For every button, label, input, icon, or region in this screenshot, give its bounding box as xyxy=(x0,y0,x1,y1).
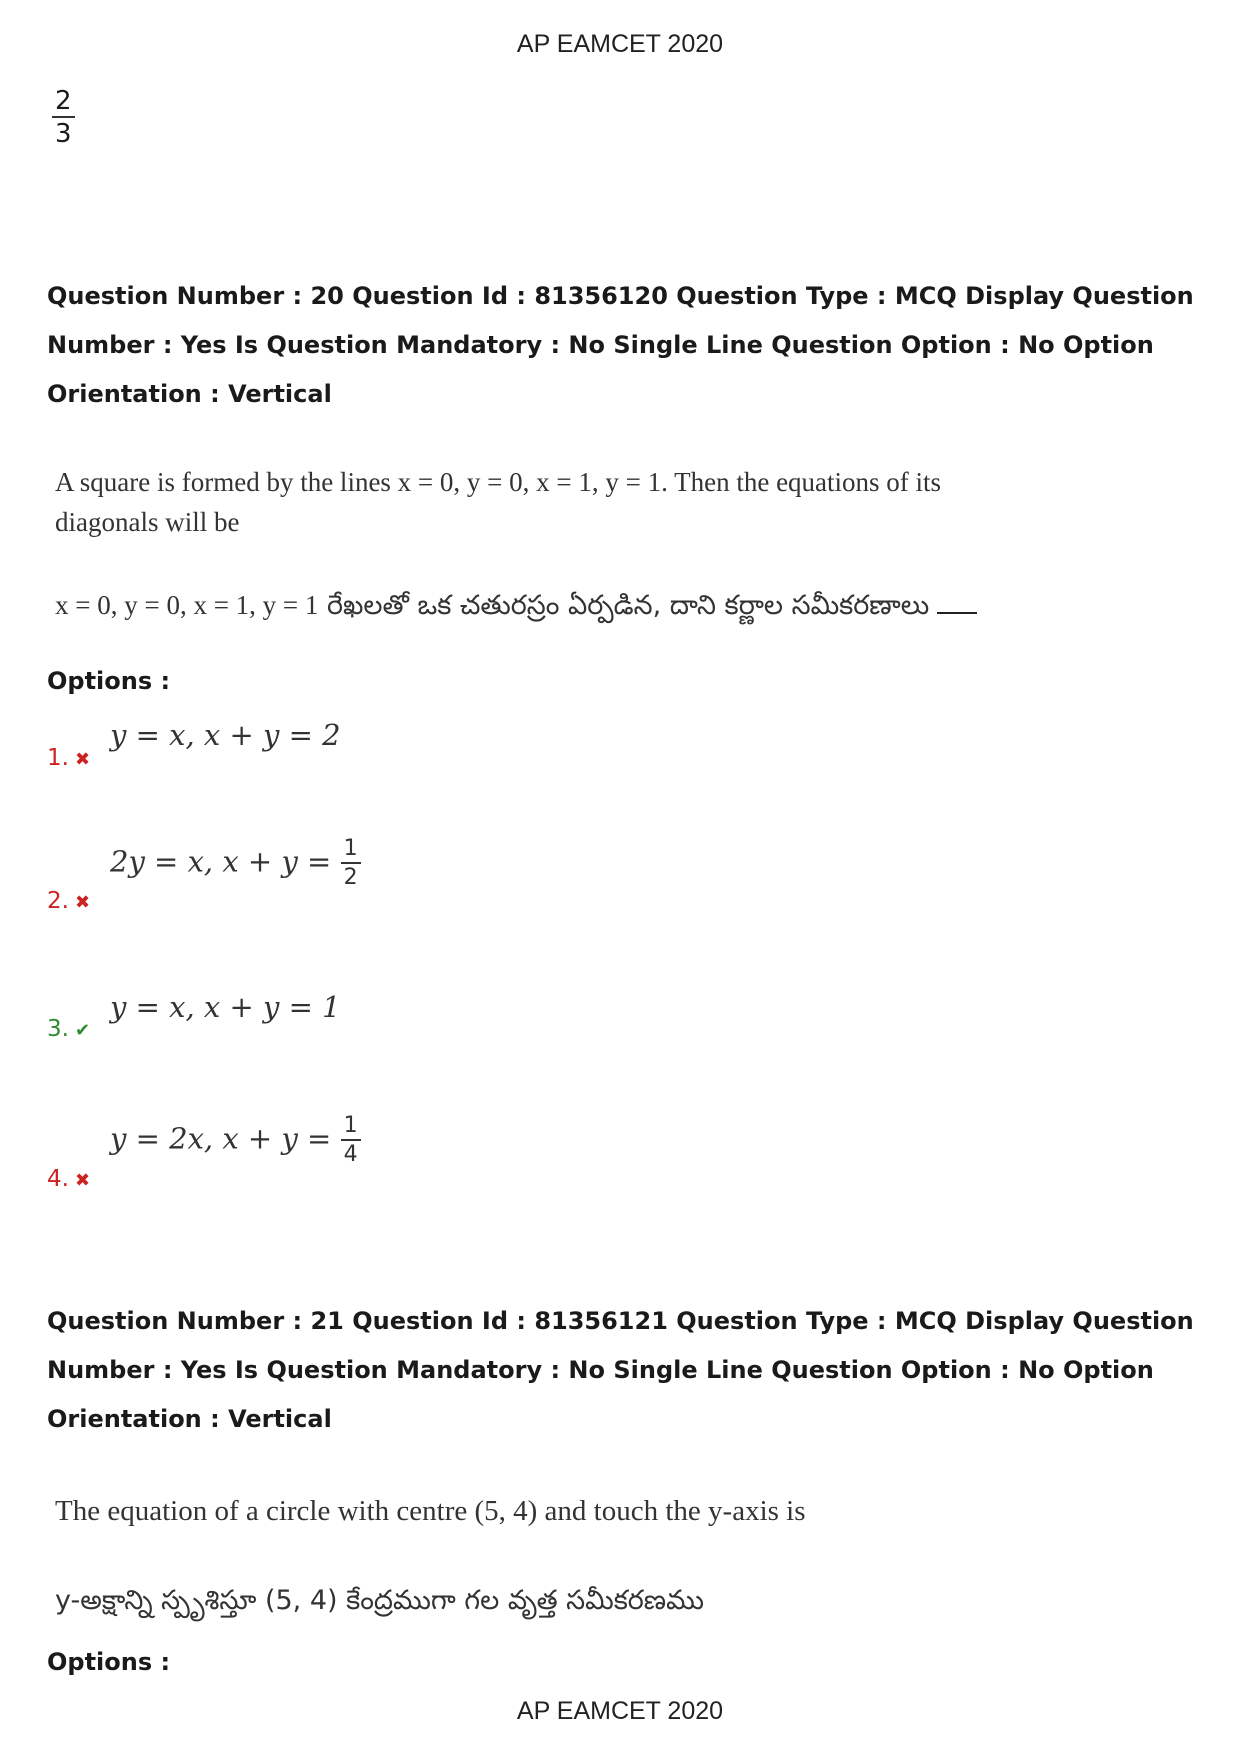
question-20-text-english xyxy=(55,462,941,542)
option-3-equation: y = x, x + y = 1 xyxy=(110,990,341,1024)
question-20-metadata: Question Number : 20 Question Id : 81356120 Question Type : MCQ Display Question Number : Yes Is Question Mandatory : No Single Line Question Option : No Option Orientation : Vertical xyxy=(47,282,1194,408)
page-footer: AP EAMCET 2020 xyxy=(516,1697,724,1725)
option-3-label: 3. xyxy=(47,1016,69,1042)
option-4-label: 4. xyxy=(47,1166,69,1192)
wrong-icon: ✖ xyxy=(74,892,91,913)
option-2-equation-text: 2y = x, x + y = xyxy=(110,844,332,879)
question-20-text-line-1: A square is formed by the lines x = 0, y = 0, x = 1, y = 1. Then the equations of its xyxy=(55,467,942,497)
option-1-equation: y = x, x + y = 2 xyxy=(110,718,341,752)
option-3-number xyxy=(47,1016,90,1042)
question-20-telugu-equation: x = 0, y = 0, x = 1, y = 1 xyxy=(55,590,319,620)
question-20-telugu-text: రేఖలతో ఒక చతురస్రం ఏర్పడిన, దాని కర్ణాల సమీకరణాలు xyxy=(327,590,930,621)
question-20-options-label: Options : xyxy=(47,667,171,695)
option-4-equation xyxy=(110,1115,361,1166)
fraction-denominator: 2 xyxy=(343,865,358,890)
fraction-numerator: 1 xyxy=(341,1115,361,1141)
question-21-text-telugu: y-అక్షాన్ని స్పృశిస్తూ (5, 4) కేంద్రముగా గల వృత్త సమీకరణము xyxy=(55,1585,705,1616)
page-header: AP EAMCET 2020 xyxy=(516,30,724,58)
question-20-text-line-2: diagonals will be xyxy=(55,507,240,537)
option-4-number xyxy=(47,1166,90,1192)
question-21-metadata: Question Number : 21 Question Id : 81356121 Question Type : MCQ Display Question Number : Yes Is Question Mandatory : No Single Line Question Option : No Option Orientation : Vertical xyxy=(47,1307,1194,1433)
option-1-label: 1. xyxy=(47,745,69,771)
option-4-fraction xyxy=(341,1115,361,1166)
answer-blank xyxy=(937,612,977,614)
option-2-number xyxy=(47,888,90,914)
fraction-numerator: 1 xyxy=(341,838,361,864)
wrong-icon: ✖ xyxy=(74,749,91,770)
question-21-text-english: The equation of a circle with centre (5, 4) and touch the y-axis is xyxy=(55,1495,806,1527)
option-4-equation-text: y = 2x, x + y = xyxy=(110,1121,332,1156)
question-20-text-telugu xyxy=(55,590,977,628)
previous-answer-fraction xyxy=(52,88,75,147)
check-icon: ✔ xyxy=(74,1020,91,1041)
option-2-fraction xyxy=(341,838,361,889)
wrong-icon: ✖ xyxy=(74,1170,91,1191)
option-2-label: 2. xyxy=(47,888,69,914)
question-21-options-label: Options : xyxy=(47,1648,171,1676)
fraction-denominator: 4 xyxy=(343,1142,358,1167)
option-1-number xyxy=(47,745,90,771)
fraction-numerator: 2 xyxy=(52,88,75,118)
option-2-equation xyxy=(110,838,361,889)
fraction-denominator: 3 xyxy=(55,119,72,149)
